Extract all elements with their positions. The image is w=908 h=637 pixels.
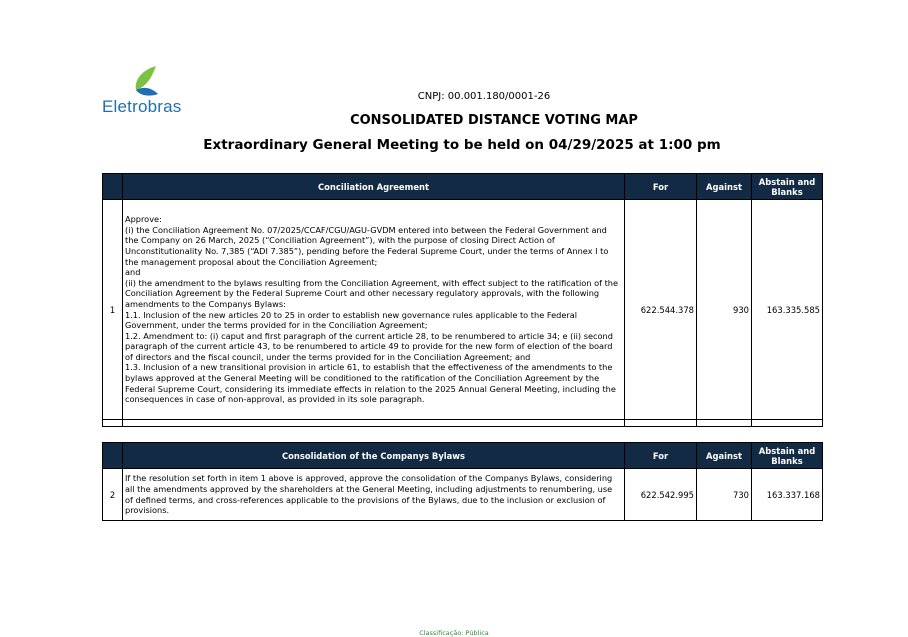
spacer-row xyxy=(103,420,823,427)
column-against: Against xyxy=(697,443,752,469)
table-row xyxy=(103,469,823,521)
table-header-row xyxy=(103,443,823,469)
section-heading: Conciliation Agreement xyxy=(123,174,625,200)
votes-for: 622.542.995 xyxy=(625,469,697,521)
votes-for: 622.544.378 xyxy=(625,200,697,420)
classification-label: Classificação: Pública xyxy=(419,629,489,637)
column-abstain: Abstain and Blanks xyxy=(752,443,823,469)
logo-text: Eletrobras xyxy=(102,97,182,116)
votes-abstain: 163.337.168 xyxy=(752,469,823,521)
voting-table-1 xyxy=(102,173,823,427)
column-abstain: Abstain and Blanks xyxy=(752,174,823,200)
header-number-cell xyxy=(103,443,123,469)
document-subtitle: Extraordinary General Meeting to be held on 04/29/2025 at 1:00 pm xyxy=(203,137,721,153)
votes-against: 730 xyxy=(697,469,752,521)
item-number: 2 xyxy=(103,469,123,521)
resolution-text: Approve: (i) the Conciliation Agreement No. 07/2025/CCAF/CGU/AGU-GVDM entered into between the Federal Government and the Company on 26 March, 2025 (“Conciliation Agreement”), with the purpose of closing Direct Action of Unconstitutionality No. 7,385 (“ADI 7.385”), pending before the Federal Supreme Court, under the terms of Annex I to the management proposal about the Conciliation Agreement; and (ii) the amendment to the bylaws resulting from the Conciliation Agreement, with effect subject to the ratification of the Conciliation Agreement by the Federal Supreme Court and other necessary regulatory approvals, with the following amendments to the Companys Bylaws: 1.1. Inclusion of the new articles 20 to 25 in order to establish new governance rules applicable to the Federal Government, under the terms provided for in the Conciliation Agreement; 1.2. Amendment to: (i) caput and first paragraph of the current article 28, to be renumbered to article 34; e (ii) second paragraph of the current article 43, to be renumbered to article 49 to provide for the new form of election of the board of directors and the fiscal council, under the terms provided for in the Conciliation Agreement; and 1.3. Inclusion of a new transitional provision in article 61, to establish that the effectiveness of the amendments to the bylaws approved at the General Meeting will be conditioned to the ratification of the Conciliation Agreement by the Federal Supreme Court, considering its immediate effects in relation to the 2025 Annual General Meeting, including the consequences in case of non-approval, as provided in its sole paragraph. xyxy=(123,200,625,420)
table-row xyxy=(103,200,823,420)
header-number-cell xyxy=(103,174,123,200)
voting-table-2 xyxy=(102,442,823,521)
votes-against: 930 xyxy=(697,200,752,420)
cnpj-number: CNPJ: 00.001.180/0001-26 xyxy=(417,91,551,102)
document-title: CONSOLIDATED DISTANCE VOTING MAP xyxy=(350,113,638,128)
table-header-row xyxy=(103,174,823,200)
votes-abstain: 163.335.585 xyxy=(752,200,823,420)
item-number: 1 xyxy=(103,200,123,420)
column-against: Against xyxy=(697,174,752,200)
column-for: For xyxy=(625,174,697,200)
section-heading: Consolidation of the Companys Bylaws xyxy=(123,443,625,469)
resolution-text: If the resolution set forth in item 1 above is approved, approve the consolidation of the Companys Bylaws, considering all the amendments approved by the shareholders at the General Meeting, including adjustments to renumbering, use of defined terms, and cross-references applicable to the provisions of the Bylaws, due to the inclusion or exclusion of provisions. xyxy=(123,469,625,521)
column-for: For xyxy=(625,443,697,469)
